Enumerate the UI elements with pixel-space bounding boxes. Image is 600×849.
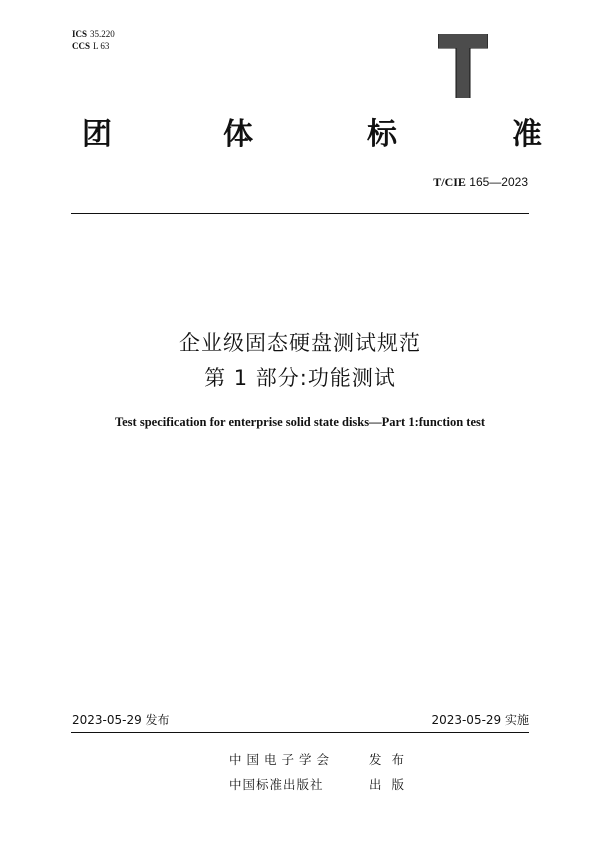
category-char-4: 准 xyxy=(512,117,542,152)
standard-code: 165—2023 xyxy=(469,175,528,189)
ccs-label: CCS xyxy=(72,41,91,51)
issuer-org: 中国电子学会 xyxy=(229,752,335,767)
publish-date: 2023-05-29 发布 xyxy=(72,713,170,727)
implement-date: 2023-05-29 实施 xyxy=(431,713,529,727)
group-standard-logo-icon xyxy=(438,34,488,98)
ics-code xyxy=(72,29,115,40)
ccs-value: L 63 xyxy=(93,41,110,51)
document-title-english: Test specification for enterprise solid state disks—Part 1:function test xyxy=(114,415,486,429)
document-title-line-1: 企业级固态硬盘测试规范 xyxy=(179,331,421,355)
ccs-code xyxy=(72,41,109,52)
issuer-org: 中国标准出版社 xyxy=(229,777,324,792)
issuer-row-publisher xyxy=(229,752,414,768)
issuer-action: 发布 xyxy=(369,752,415,767)
standard-number xyxy=(433,175,528,189)
standard-prefix: T/CIE xyxy=(433,175,466,189)
category-char-1: 团 xyxy=(82,117,112,152)
ics-label: ICS xyxy=(72,29,88,39)
category-char-3: 标 xyxy=(367,117,397,152)
ics-value: 35.220 xyxy=(90,29,115,39)
category-char-2: 体 xyxy=(223,117,253,152)
top-divider xyxy=(71,213,529,214)
issuer-row-press xyxy=(229,777,414,793)
issuer-action: 出版 xyxy=(369,777,415,792)
document-title-line-2: 第 1 部分:功能测试 xyxy=(204,366,396,390)
bottom-divider xyxy=(71,732,529,733)
